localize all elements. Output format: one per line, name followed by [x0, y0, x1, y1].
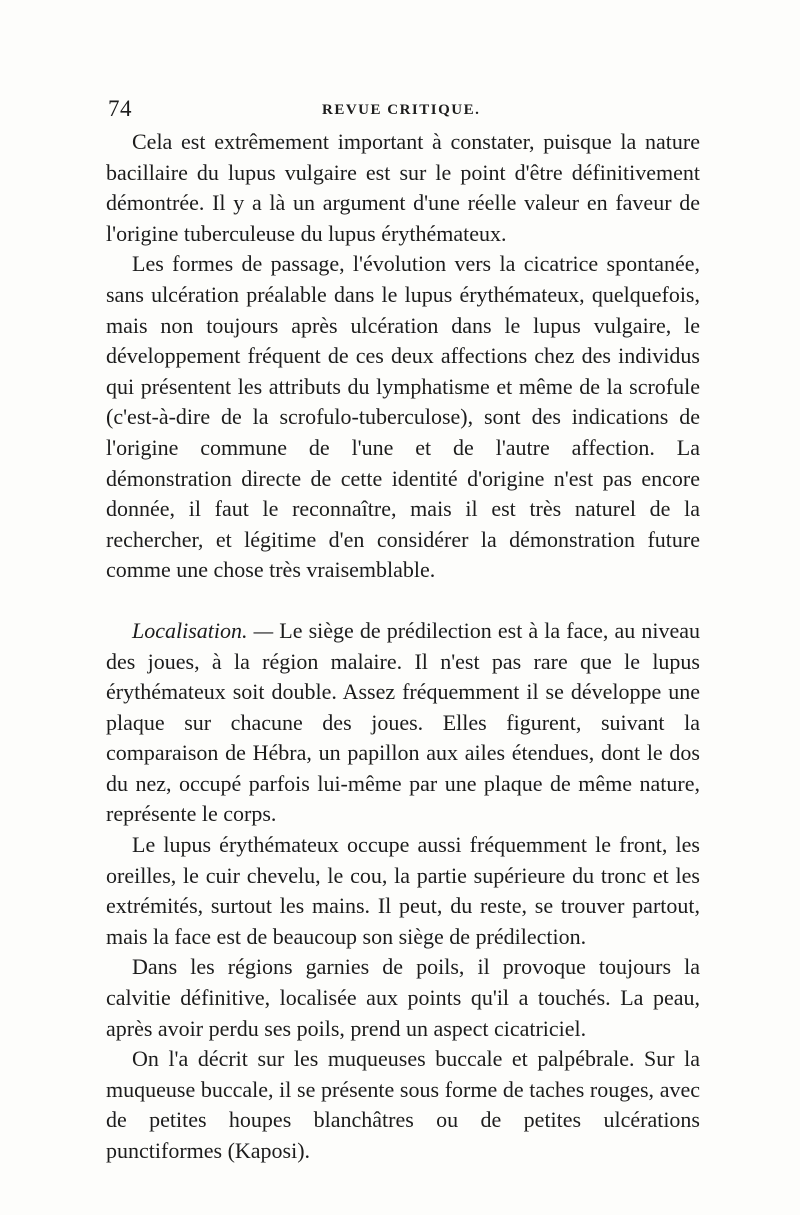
section-heading-localisation: Localisation. —: [132, 617, 280, 643]
paragraph-text: On l'a décrit sur les muqueuses buccale et palpébrale. Sur la muqueuse buccale, il se présente sous forme de taches rouges, avec de petites houpes blanchâtres ou de petites ulcérations punctiformes (Kaposi).: [106, 1046, 700, 1163]
body-text: [106, 127, 700, 1167]
paragraph: [106, 127, 700, 249]
paragraph: [106, 1044, 700, 1166]
page-header: [108, 96, 700, 126]
paragraph-text: Les formes de passage, l'évolution vers la cicatrice spontanée, sans ulcération préalable dans le lupus érythémateux, quelquefois, mais non toujours après ulcération dans le lupus vulgaire, le développement fréquent de ces deux affections chez des individus qui présentent les attributs du lymphatisme et même de la scrofule (c'est-à-dire de la scrofulo-tuberculose), sont des indications de l'origine commune de l'une et de l'autre affection. La démonstration directe de cette identité d'origine n'est pas encore donnée, il faut le reconnaître, mais il est très naturel de la rechercher, et légitime d'en considérer la démonstration future comme une chose très vraisemblable.: [106, 251, 700, 583]
running-title: REVUE CRITIQUE.: [322, 102, 481, 118]
paragraph-text: Le lupus érythémateux occupe aussi fréquemment le front, les oreilles, le cuir chevelu, le cou, la partie supérieure du tronc et les extrémités, surtout les mains. Il peut, du reste, se trouver partout, mais la face est de beaucoup son siège de prédilection.: [106, 832, 700, 949]
page-number: 74: [108, 96, 132, 121]
paragraph-text: Dans les régions garnies de poils, il provoque toujours la calvitie définitive, localisée aux points qu'il a touchés. La peau, après avoir perdu ses poils, prend un aspect cicatriciel.: [106, 954, 700, 1041]
paragraph: [106, 830, 700, 952]
paragraph: [106, 952, 700, 1044]
section-paragraph-localisation: [106, 616, 700, 830]
paragraph-text: Le siège de prédilection est à la face, au niveau des joues, à la région malaire. Il n'est pas rare que le lupus érythémateux soit double. Assez fréquemment il se développe une plaque sur chacune des joues. Elles figurent, suivant la comparaison de Hébra, un papillon aux ailes étendues, dont le dos du nez, occupé parfois lui-même par une plaque de même nature, représente le corps.: [106, 617, 700, 827]
paragraph: [106, 249, 700, 586]
paragraph-text: Cela est extrêmement important à constater, puisque la nature bacillaire du lupus vulgaire est sur le point d'être définitivement démontrée. Il y a là un argument d'une réelle valeur en faveur de l'origine tuberculeuse du lupus érythémateux.: [106, 129, 700, 246]
